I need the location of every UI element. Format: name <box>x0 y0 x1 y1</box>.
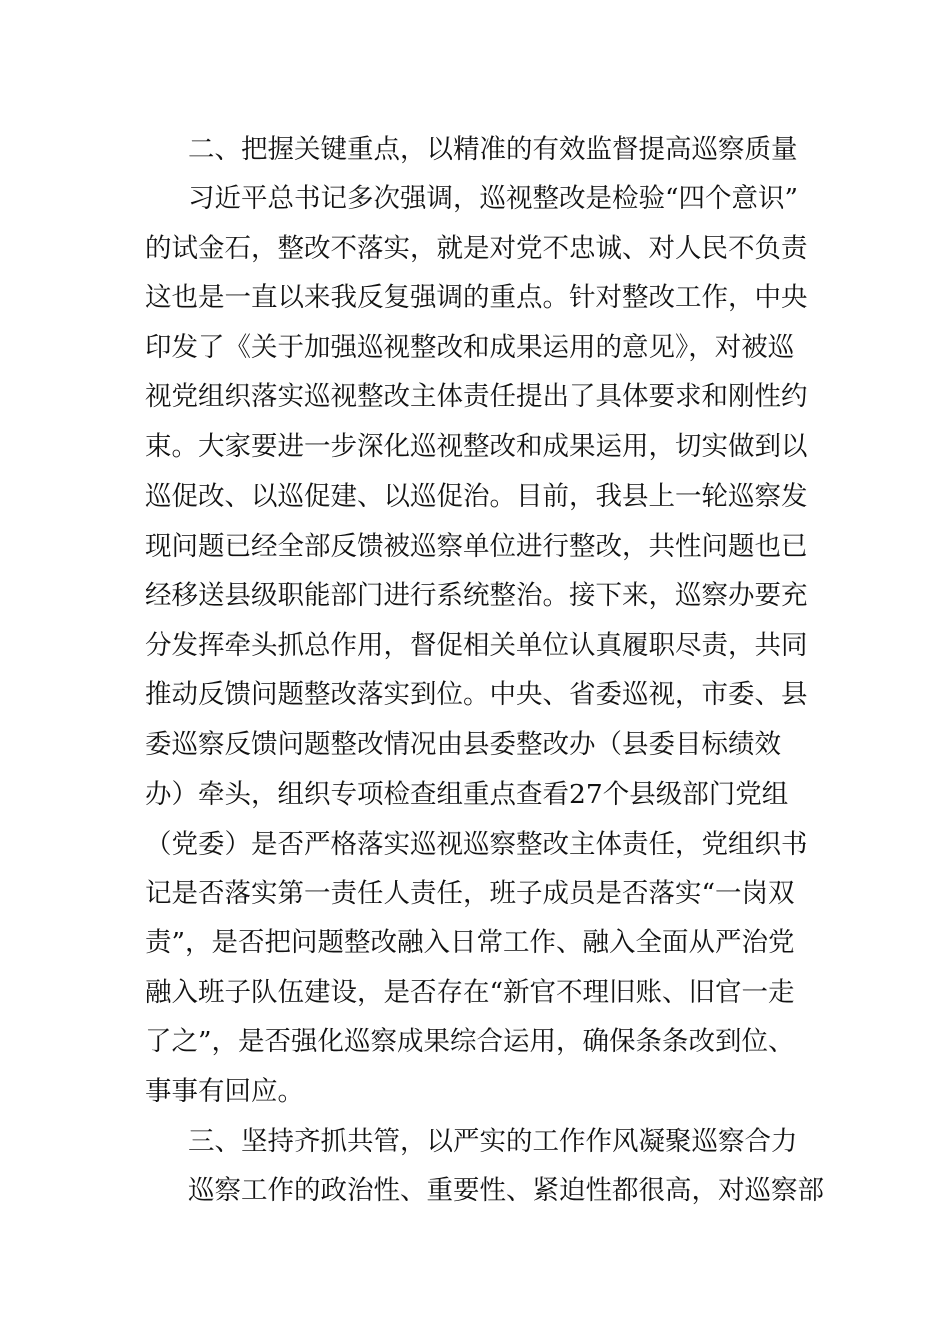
paragraph-line: 记是否落实第一责任人责任，班子成员是否落实“一岗双 <box>145 878 795 909</box>
paragraph-line: 视党组织落实巡视整改主体责任提出了具体要求和刚性约 <box>145 381 808 412</box>
paragraph-line: 现问题已经全部反馈被巡察单位进行整改，共性问题也已 <box>145 531 808 562</box>
section-heading-2: 二、把握关键重点，以精准的有效监督提高巡察质量 <box>188 134 798 165</box>
paragraph-line: 责”，是否把问题整改融入日常工作、融入全面从严治党 <box>145 927 795 958</box>
paragraph-line: 了之”，是否强化巡察成果综合运用，确保条条改到位、 <box>145 1026 795 1057</box>
section-heading-3: 三、坚持齐抓共管，以严实的工作作风凝聚巡察合力 <box>188 1126 798 1157</box>
paragraph-line: 办）牵头，组织专项检查组重点查看27个县级部门党组 <box>145 779 789 810</box>
paragraph-line: 巡促改、以巡促建、以巡促治。目前，我县上一轮巡察发 <box>145 481 808 512</box>
paragraph-line: 的试金石，整改不落实，就是对党不忠诚、对人民不负责 <box>145 233 808 264</box>
paragraph-line: 巡察工作的政治性、重要性、紧迫性都很高，对巡察部 <box>188 1175 824 1206</box>
paragraph-line: 融入班子队伍建设，是否存在“新官不理旧账、旧官一走 <box>145 977 795 1008</box>
paragraph-line: 分发挥牵头抓总作用，督促相关单位认真履职尽责，共同 <box>145 630 808 661</box>
paragraph-line: 推动反馈问题整改落实到位。中央、省委巡视，市委、县 <box>145 679 808 710</box>
paragraph-line: 束。大家要进一步深化巡视整改和成果运用，切实做到以 <box>145 431 808 462</box>
paragraph-line: 习近平总书记多次强调，巡视整改是检验“四个意识” <box>188 183 799 214</box>
paragraph-line: 这也是一直以来我反复强调的重点。针对整改工作，中央 <box>145 282 808 313</box>
paragraph-line: 经移送县级职能部门进行系统整治。接下来，巡察办要充 <box>145 580 808 611</box>
paragraph-line: 事事有回应。 <box>145 1076 304 1107</box>
paragraph-line: 印发了《关于加强巡视整改和成果运用的意见》，对被巡 <box>145 332 795 363</box>
paragraph-line: 委巡察反馈问题整改情况由县委整改办（县委目标绩效 <box>145 729 781 760</box>
paragraph-line: （党委）是否严格落实巡视巡察整改主体责任，党组织书 <box>145 829 808 860</box>
